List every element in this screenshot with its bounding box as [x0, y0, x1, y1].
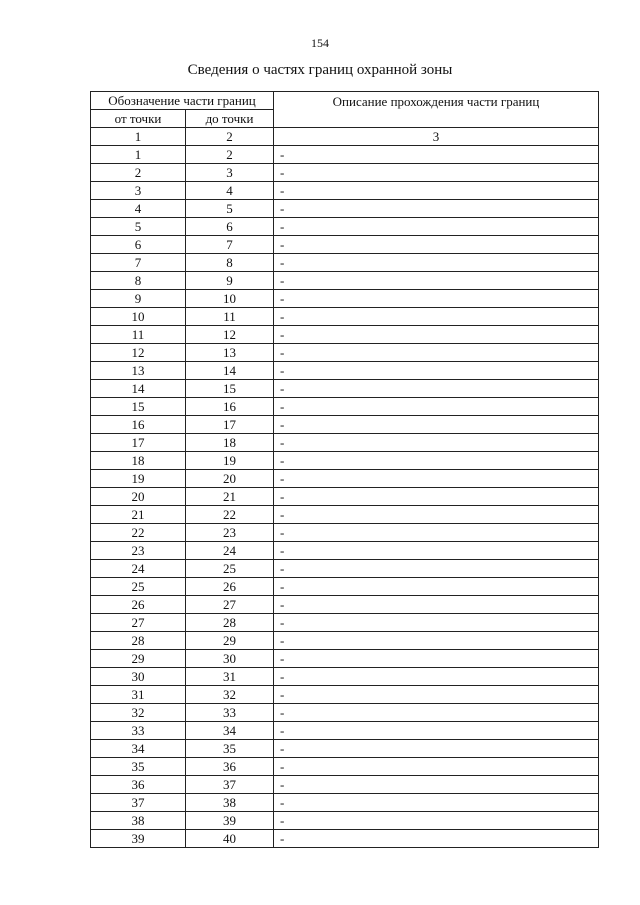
description-cell: -: [274, 416, 599, 434]
table-row: [91, 722, 599, 740]
table-row: [91, 560, 599, 578]
description-cell: -: [274, 614, 599, 632]
description-cell: -: [274, 326, 599, 344]
from-point-cell: 37: [91, 794, 186, 812]
to-point-cell: 36: [186, 758, 274, 776]
to-point-cell: 2: [186, 146, 274, 164]
table-row: [91, 524, 599, 542]
from-point-cell: 11: [91, 326, 186, 344]
to-point-cell: 10: [186, 290, 274, 308]
to-point-cell: 34: [186, 722, 274, 740]
table-row: [91, 254, 599, 272]
table-row: [91, 416, 599, 434]
description-cell: -: [274, 272, 599, 290]
to-point-cell: 27: [186, 596, 274, 614]
table-row: [91, 488, 599, 506]
description-cell: -: [274, 362, 599, 380]
to-point-cell: 3: [186, 164, 274, 182]
description-cell: -: [274, 686, 599, 704]
from-point-cell: 25: [91, 578, 186, 596]
header-boundary-designation: Обозначение части границ: [91, 92, 274, 110]
description-cell: -: [274, 632, 599, 650]
table-row: [91, 344, 599, 362]
to-point-cell: 11: [186, 308, 274, 326]
table-row: [91, 218, 599, 236]
description-cell: -: [274, 452, 599, 470]
from-point-cell: 15: [91, 398, 186, 416]
table-row: [91, 398, 599, 416]
from-point-cell: 12: [91, 344, 186, 362]
to-point-cell: 26: [186, 578, 274, 596]
table-row: [91, 794, 599, 812]
to-point-cell: 40: [186, 830, 274, 848]
from-point-cell: 9: [91, 290, 186, 308]
table-row: [91, 200, 599, 218]
from-point-cell: 14: [91, 380, 186, 398]
to-point-cell: 7: [186, 236, 274, 254]
from-point-cell: 24: [91, 560, 186, 578]
table-row: [91, 470, 599, 488]
from-point-cell: 3: [91, 182, 186, 200]
document-title: Сведения о частях границ охранной зоны: [187, 62, 453, 78]
from-point-cell: 38: [91, 812, 186, 830]
description-cell: -: [274, 146, 599, 164]
description-cell: -: [274, 650, 599, 668]
table-row: [91, 182, 599, 200]
description-cell: -: [274, 668, 599, 686]
header-from-point: от точки: [91, 110, 186, 128]
from-point-cell: 1: [91, 146, 186, 164]
from-point-cell: 36: [91, 776, 186, 794]
description-cell: -: [274, 218, 599, 236]
to-point-cell: 38: [186, 794, 274, 812]
to-point-cell: 9: [186, 272, 274, 290]
table-row: [91, 164, 599, 182]
from-point-cell: 2: [91, 164, 186, 182]
page-number: 154: [311, 36, 329, 50]
description-cell: -: [274, 704, 599, 722]
description-cell: -: [274, 254, 599, 272]
to-point-cell: 24: [186, 542, 274, 560]
table-row: [91, 596, 599, 614]
table-row: [91, 740, 599, 758]
to-point-cell: 14: [186, 362, 274, 380]
table-row: [91, 362, 599, 380]
from-point-cell: 6: [91, 236, 186, 254]
to-point-cell: 23: [186, 524, 274, 542]
to-point-cell: 35: [186, 740, 274, 758]
table-body: [91, 146, 599, 848]
header-to-point: до точки: [186, 110, 274, 128]
to-point-cell: 13: [186, 344, 274, 362]
description-cell: -: [274, 470, 599, 488]
boundary-parts-table: [90, 91, 599, 848]
table-row: [91, 542, 599, 560]
to-point-cell: 31: [186, 668, 274, 686]
from-point-cell: 27: [91, 614, 186, 632]
from-point-cell: 26: [91, 596, 186, 614]
to-point-cell: 29: [186, 632, 274, 650]
table-row: [91, 236, 599, 254]
from-point-cell: 31: [91, 686, 186, 704]
description-cell: -: [274, 380, 599, 398]
from-point-cell: 20: [91, 488, 186, 506]
header-description: Описание прохождения части границ: [274, 92, 599, 128]
description-cell: -: [274, 740, 599, 758]
table-row: [91, 326, 599, 344]
to-point-cell: 28: [186, 614, 274, 632]
description-cell: -: [274, 560, 599, 578]
description-cell: -: [274, 398, 599, 416]
to-point-cell: 18: [186, 434, 274, 452]
from-point-cell: 23: [91, 542, 186, 560]
from-point-cell: 22: [91, 524, 186, 542]
description-cell: -: [274, 830, 599, 848]
to-point-cell: 17: [186, 416, 274, 434]
description-cell: -: [274, 488, 599, 506]
from-point-cell: 21: [91, 506, 186, 524]
from-point-cell: 28: [91, 632, 186, 650]
description-cell: -: [274, 722, 599, 740]
to-point-cell: 12: [186, 326, 274, 344]
description-cell: -: [274, 308, 599, 326]
table-row: [91, 668, 599, 686]
to-point-cell: 6: [186, 218, 274, 236]
table-row: [91, 272, 599, 290]
from-point-cell: 8: [91, 272, 186, 290]
to-point-cell: 30: [186, 650, 274, 668]
to-point-cell: 33: [186, 704, 274, 722]
table-row: [91, 308, 599, 326]
table-row: [91, 830, 599, 848]
description-cell: -: [274, 776, 599, 794]
from-point-cell: 4: [91, 200, 186, 218]
description-cell: -: [274, 344, 599, 362]
table-row: [91, 776, 599, 794]
table-row: [91, 812, 599, 830]
table-row: [91, 632, 599, 650]
from-point-cell: 17: [91, 434, 186, 452]
table-row: [91, 452, 599, 470]
from-point-cell: 10: [91, 308, 186, 326]
from-point-cell: 30: [91, 668, 186, 686]
description-cell: -: [274, 164, 599, 182]
to-point-cell: 19: [186, 452, 274, 470]
table-row: [91, 614, 599, 632]
to-point-cell: 37: [186, 776, 274, 794]
table-row: [91, 434, 599, 452]
table-row: [91, 758, 599, 776]
column-number: 1: [91, 128, 186, 146]
to-point-cell: 16: [186, 398, 274, 416]
from-point-cell: 29: [91, 650, 186, 668]
description-cell: -: [274, 182, 599, 200]
from-point-cell: 5: [91, 218, 186, 236]
to-point-cell: 25: [186, 560, 274, 578]
from-point-cell: 33: [91, 722, 186, 740]
from-point-cell: 19: [91, 470, 186, 488]
from-point-cell: 7: [91, 254, 186, 272]
table-row: [91, 578, 599, 596]
description-cell: -: [274, 758, 599, 776]
description-cell: -: [274, 290, 599, 308]
description-cell: -: [274, 236, 599, 254]
from-point-cell: 34: [91, 740, 186, 758]
description-cell: -: [274, 794, 599, 812]
from-point-cell: 16: [91, 416, 186, 434]
description-cell: -: [274, 812, 599, 830]
column-number-row: [91, 128, 599, 146]
description-cell: -: [274, 506, 599, 524]
from-point-cell: 13: [91, 362, 186, 380]
to-point-cell: 22: [186, 506, 274, 524]
to-point-cell: 5: [186, 200, 274, 218]
from-point-cell: 39: [91, 830, 186, 848]
description-cell: -: [274, 434, 599, 452]
from-point-cell: 18: [91, 452, 186, 470]
description-cell: -: [274, 596, 599, 614]
table-row: [91, 686, 599, 704]
to-point-cell: 8: [186, 254, 274, 272]
table-row: [91, 704, 599, 722]
table-row: [91, 380, 599, 398]
to-point-cell: 20: [186, 470, 274, 488]
to-point-cell: 21: [186, 488, 274, 506]
description-cell: -: [274, 200, 599, 218]
table-row: [91, 290, 599, 308]
description-cell: -: [274, 524, 599, 542]
to-point-cell: 15: [186, 380, 274, 398]
to-point-cell: 4: [186, 182, 274, 200]
column-number: 2: [186, 128, 274, 146]
table-row: [91, 506, 599, 524]
to-point-cell: 32: [186, 686, 274, 704]
from-point-cell: 35: [91, 758, 186, 776]
from-point-cell: 32: [91, 704, 186, 722]
table-row: [91, 650, 599, 668]
column-number: 3: [274, 128, 599, 146]
table-row: [91, 146, 599, 164]
description-cell: -: [274, 542, 599, 560]
description-cell: -: [274, 578, 599, 596]
to-point-cell: 39: [186, 812, 274, 830]
